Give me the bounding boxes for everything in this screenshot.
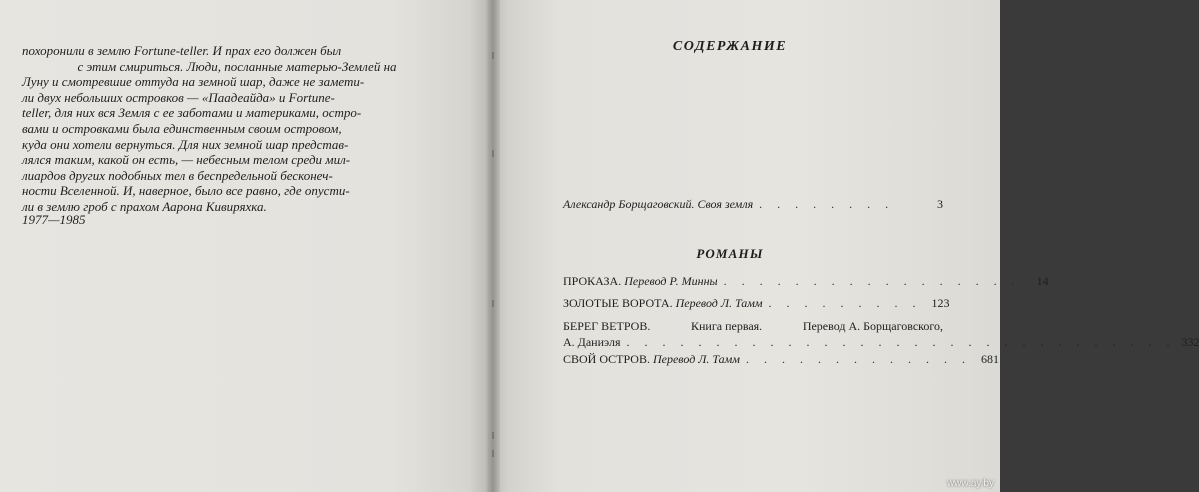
dot-leader: . . . . . . . . <box>759 197 895 211</box>
date-range: 1977—1985 <box>22 212 86 227</box>
toc-page-number: 123 <box>931 296 950 310</box>
toc-page-number: 3 <box>937 197 943 211</box>
toc-entry[interactable] <box>563 352 999 367</box>
binding-stitch <box>492 450 494 457</box>
prose-line: лялся таким, какой он есть, — небесным телом среди мил- <box>22 152 351 168</box>
toc-entry-two-line[interactable] <box>563 318 1199 350</box>
dot-leader: . . . . . . . . . <box>768 296 922 310</box>
prose-line: похоронили в землю Fortune-teller. И прах его должен был <box>22 43 342 58</box>
toc-page-number: 14 <box>1036 274 1049 288</box>
binding-stitch <box>492 150 494 157</box>
toc-entry[interactable] <box>563 274 1049 289</box>
prose-line: ли двух небольших островков — «Паадеайда» и Fortune- <box>22 89 335 105</box>
watermark: www.ay.by <box>946 478 994 489</box>
toc-entry[interactable] <box>563 296 950 311</box>
prose-line: куда они хотели вернуться. Для них земной шар представ- <box>22 136 349 152</box>
toc-entry-translator: Перевод Л. Тамм <box>675 296 763 310</box>
prose-line: ности Вселенной. И, наверное, было все равно, где опусти- <box>22 183 350 199</box>
section-title: РОМАНЫ <box>696 246 764 261</box>
prose-line: лиардов других подобных тел в беспредельной бесконеч- <box>22 167 333 183</box>
toc-entry-part: Книга первая. <box>690 319 763 333</box>
prose-line: вами и островками была единственным своим островом, <box>22 120 342 136</box>
toc-entry-title: ПРОКАЗА. <box>563 274 622 288</box>
toc-page-number: 681 <box>980 352 999 366</box>
dot-leader: . . . . . . . . . . . . . . . . . . . . . . . . . . . . . . . <box>626 335 1176 349</box>
prose-line: ли в землю гроб с прахом Аарона Кивиряхка. <box>22 198 267 214</box>
prose-line: Луну и смотревшие оттуда на земной шар, даже не замети- <box>22 74 365 90</box>
toc-entry-title: БЕРЕГ ВЕТРОВ. <box>563 319 651 333</box>
prose-line: teller, для них вся Земля с ее заботами и материками, остро- <box>22 105 362 121</box>
toc-entry-author: Александр Борщаговский. Своя земля <box>563 197 754 211</box>
prose-line: с этим смириться. Люди, посланные матерью-Землей на <box>77 58 397 74</box>
toc-entry-title: ЗОЛОТЫЕ ВОРОТА. <box>563 296 673 310</box>
toc-entry-row <box>563 334 1199 350</box>
toc-entry-row <box>563 318 943 334</box>
toc-entry-translator: Перевод Р. Минны <box>624 274 718 288</box>
binding-stitch <box>492 300 494 307</box>
left-page <box>0 0 488 492</box>
toc-entry-translator: Перевод Л. Тамм <box>652 352 740 366</box>
toc-title: СОДЕРЖАНИЕ <box>672 39 788 54</box>
toc-entry-title: СВОЙ ОСТРОВ. <box>563 352 650 366</box>
prose-text <box>22 43 452 215</box>
binding-stitch <box>492 52 494 59</box>
dot-leader: . . . . . . . . . . . . . . . . . <box>723 274 1021 288</box>
toc-page-number: 332 <box>1181 335 1199 349</box>
book-gutter <box>486 0 500 492</box>
dot-leader: . . . . . . . . . . . . . <box>745 352 971 366</box>
toc-entry-translator: А. Даниэля <box>563 335 621 349</box>
toc-entry-intro[interactable] <box>563 197 943 212</box>
toc-entry-translator: Перевод А. Борщаговского, <box>802 319 943 333</box>
binding-stitch <box>492 432 494 439</box>
